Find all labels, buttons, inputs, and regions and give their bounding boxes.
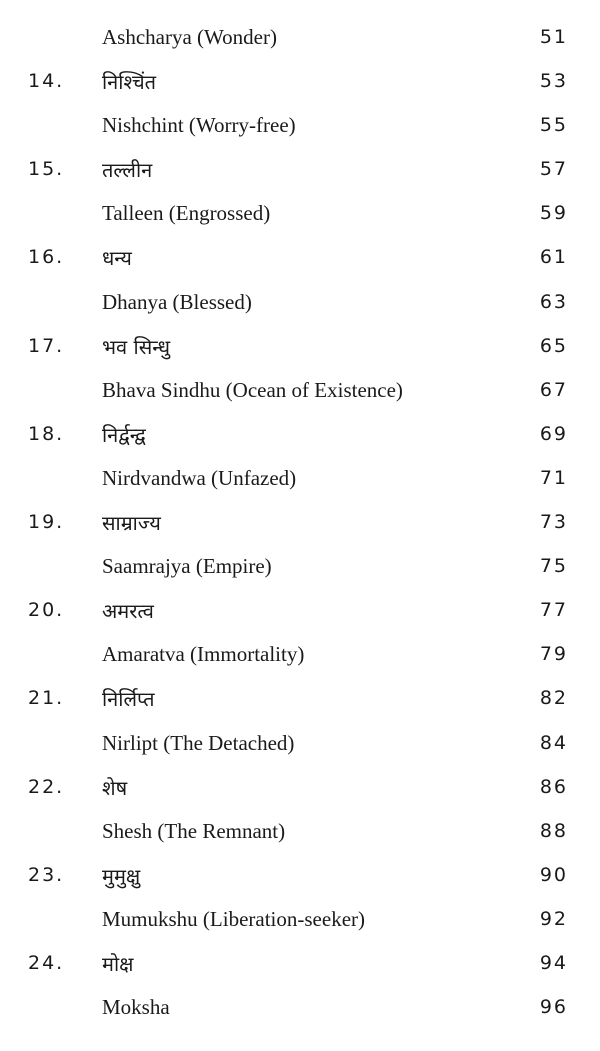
page-number: 77 — [539, 599, 568, 622]
page-number: 71 — [539, 466, 568, 489]
chapter-number: 18. — [28, 422, 65, 445]
chapter-number: 21. — [28, 687, 65, 710]
page-number: 82 — [539, 687, 568, 710]
page-number: 57 — [539, 158, 568, 181]
chapter-title: Mumukshu (Liberation-seeker) — [102, 906, 366, 931]
chapter-title-hindi: तल्लीन — [102, 158, 153, 183]
chapter-title-hindi: निर्द्वन्द्व — [102, 422, 146, 447]
chapter-number: 14. — [28, 70, 65, 93]
toc-entry — [0, 683, 600, 727]
toc-entry — [0, 904, 600, 948]
chapter-title-hindi: भव सिन्धु — [102, 334, 171, 359]
chapter-title-hindi: साम्राज्य — [102, 511, 161, 536]
chapter-title: Nirlipt (The Detached) — [102, 730, 295, 755]
toc-entry — [0, 198, 600, 242]
chapter-title-hindi: निश्चिंत — [102, 70, 157, 95]
toc-entry — [0, 331, 600, 375]
chapter-title: Bhava Sindhu (Ocean of Existence) — [102, 377, 403, 402]
chapter-number: 23. — [28, 863, 65, 886]
chapter-title: Nishchint (Worry-free) — [102, 113, 296, 138]
page-number: 69 — [539, 422, 568, 445]
page-number: 53 — [539, 70, 568, 93]
toc-entry — [0, 992, 600, 1036]
toc-entry — [0, 595, 600, 639]
page-number: 84 — [539, 731, 568, 754]
toc-entry — [0, 860, 600, 904]
chapter-number: 20. — [28, 599, 65, 622]
page-number: 65 — [539, 334, 568, 357]
chapter-title: Ashcharya (Wonder) — [102, 25, 277, 49]
chapter-title-hindi: शेष — [102, 775, 128, 800]
page-number: 67 — [539, 378, 568, 401]
toc-entry — [0, 728, 600, 772]
chapter-title: Moksha — [102, 995, 170, 1020]
toc-entry — [0, 287, 600, 331]
page-number: 79 — [539, 643, 568, 666]
chapter-title-hindi: मुमुक्षु — [102, 863, 141, 888]
page-number: 88 — [539, 819, 568, 842]
table-of-contents — [0, 22, 600, 1036]
toc-entry — [0, 639, 600, 683]
page-number: 75 — [539, 555, 568, 578]
chapter-title: Saamrajya (Empire) — [102, 554, 272, 579]
toc-entry — [0, 242, 600, 286]
page-number: 51 — [539, 26, 568, 48]
toc-entry — [0, 551, 600, 595]
page-number: 59 — [539, 202, 568, 225]
page-number: 94 — [539, 951, 568, 974]
chapter-title-hindi: अमरत्व — [102, 599, 154, 624]
chapter-number: 15. — [28, 158, 65, 181]
toc-entry — [0, 154, 600, 198]
page-number: 92 — [539, 907, 568, 930]
page-number: 96 — [539, 996, 568, 1019]
chapter-title: Talleen (Engrossed) — [102, 201, 271, 226]
chapter-title: Shesh (The Remnant) — [102, 818, 286, 843]
chapter-number: 24. — [28, 951, 65, 974]
chapter-title: Dhanya (Blessed) — [102, 289, 252, 314]
page-number: 73 — [539, 511, 568, 534]
chapter-number: 17. — [28, 334, 65, 357]
toc-entry — [0, 507, 600, 551]
chapter-title-hindi: निर्लिप्त — [102, 687, 155, 712]
page-number: 61 — [539, 246, 568, 269]
toc-entry — [0, 948, 600, 992]
chapter-number: 16. — [28, 246, 65, 269]
toc-entry — [0, 419, 600, 463]
page-number: 86 — [539, 775, 568, 798]
page-number: 55 — [539, 114, 568, 137]
toc-entry — [0, 772, 600, 816]
page-number: 90 — [539, 863, 568, 886]
toc-entry — [0, 66, 600, 110]
chapter-title-hindi: धन्य — [102, 246, 132, 271]
toc-entry — [0, 110, 600, 154]
chapter-title: Amaratva (Immortality) — [102, 642, 305, 667]
chapter-title-hindi: मोक्ष — [102, 951, 134, 976]
toc-entry — [0, 463, 600, 507]
chapter-number: 22. — [28, 775, 65, 798]
page-number: 63 — [539, 290, 568, 313]
toc-entry — [0, 375, 600, 419]
chapter-title: Nirdvandwa (Unfazed) — [102, 465, 297, 490]
toc-entry — [0, 22, 600, 66]
toc-entry — [0, 816, 600, 860]
chapter-number: 19. — [28, 511, 65, 534]
